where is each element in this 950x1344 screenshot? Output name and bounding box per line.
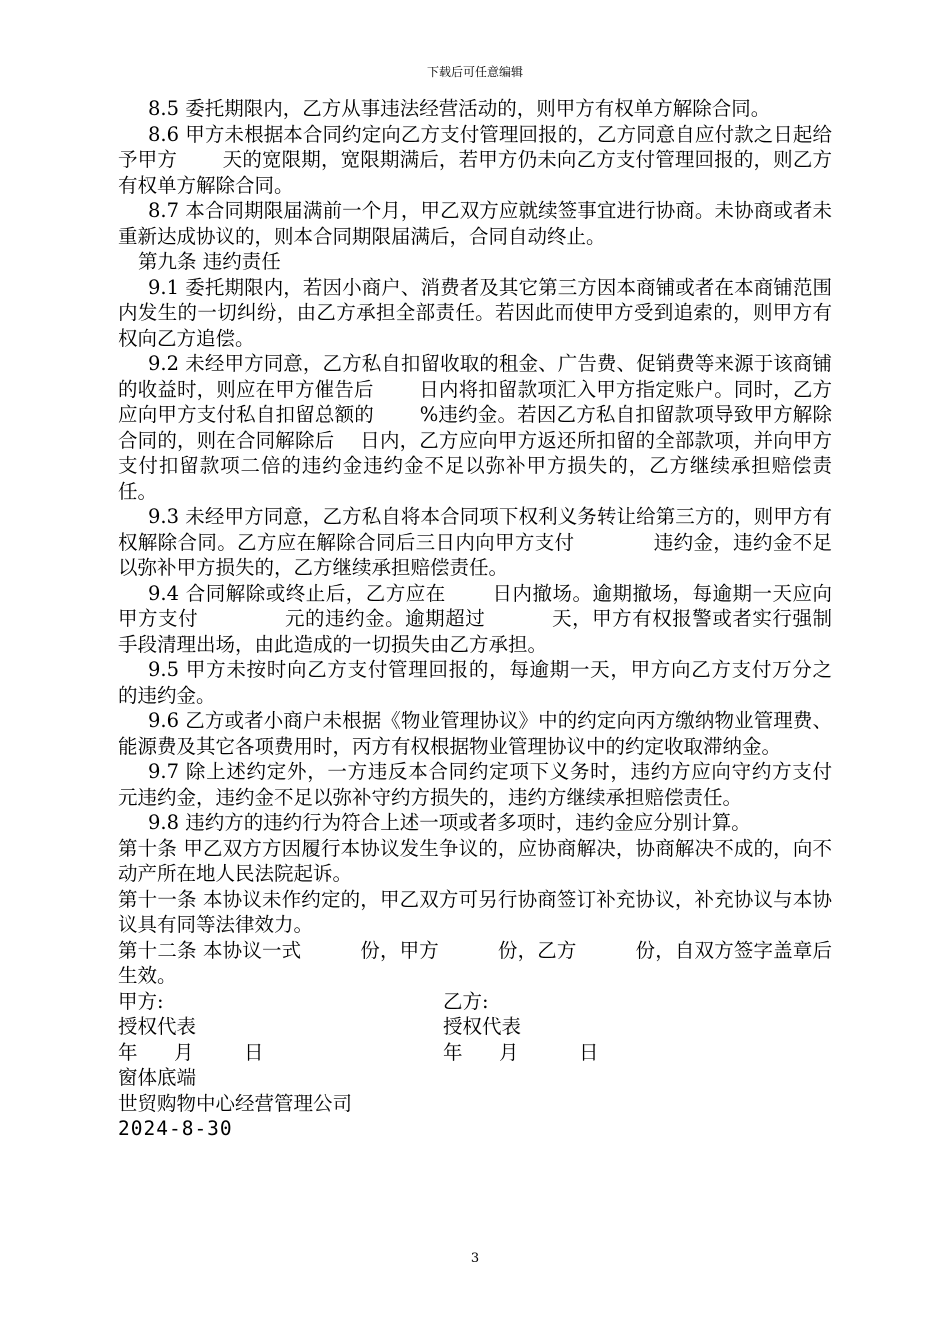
clause-8-7: 8.7 本合同期限届满前一个月，甲乙双方应就续签事宜进行协商。未协商或者未重新达成协议的，则本合同期限届满后，合同自动终止。 bbox=[118, 199, 832, 248]
page-number: 3 bbox=[470, 1251, 480, 1266]
party-a-label: 甲方: bbox=[118, 989, 164, 1013]
signature-rep-row bbox=[118, 1014, 832, 1040]
rep-a-label: 授权代表 bbox=[118, 1015, 197, 1038]
month-a: 月 bbox=[174, 1040, 194, 1064]
day-a: 日 bbox=[244, 1040, 264, 1064]
signature-party-row bbox=[118, 989, 832, 1015]
page-header: 下载后可任意编辑 bbox=[426, 65, 523, 79]
article-10: 第十条 甲乙双方方因履行本协议发生争议的，应协商解决，协商解决不成的，向不动产所在地人民法院起诉。 bbox=[118, 836, 832, 885]
article-11: 第十一条 本协议未作约定的，甲乙双方可另行协商签订补充协议，补充协议与本协议具有同等法律效力。 bbox=[118, 887, 832, 936]
clause-9-1: 9.1 委托期限内，若因小商户、消费者及其它第三方因本商铺或者在本商铺范围内发生的一切纠纷，由乙方承担全部责任。若因此而使甲方受到追索的，则甲方有权向乙方追偿。 bbox=[118, 275, 832, 350]
document-body bbox=[118, 96, 878, 1142]
clause-9-5: 9.5 甲方未按时向乙方支付管理回报的，每逾期一天，甲方向乙方支付万分之 的违约金。 bbox=[118, 658, 872, 707]
clause-9-2: 9.2 未经甲方同意，乙方私自扣留收取的租金、广告费、促销费等来源于该商铺的收益时，则应在甲方催告后 日内将扣留款项汇入甲方指定账户。同时，乙方应向甲方支付私自扣留总额的 %违约金。若因乙方私自扣留款项导致甲方解除合同的，则在合同解除后 日内，乙方应向甲方返还所扣留的全部款项，并向甲方支付扣留款项二倍的违约金违约金不足以弥补甲方损失的，乙方继续承担赔偿责任。 bbox=[118, 352, 832, 503]
clause-8-5: 8.5 委托期限内，乙方从事违法经营活动的，则甲方有权单方解除合同。 bbox=[148, 97, 771, 120]
year-b: 年 bbox=[443, 1040, 463, 1064]
rep-b-label: 授权代表 bbox=[443, 1015, 522, 1038]
document-date: 2024-8-30 bbox=[118, 1117, 233, 1140]
clause-9-6: 9.6 乙方或者小商户未根据《物业管理协议》中的约定向丙方缴纳物业管理费、能源费及其它各项费用时，丙方有权根据物业管理协议中的约定收取滞纳金。 bbox=[118, 709, 832, 758]
form-bottom-note: 窗体底端 bbox=[118, 1066, 197, 1089]
clause-9-3: 9.3 未经甲方同意，乙方私自将本合同项下权利义务转让给第三方的，则甲方有权解除合同。乙方应在解除合同后三日内向甲方支付 违约金，违约金不足以弥补甲方损失的，乙方继续承担赔偿责任。 bbox=[118, 505, 832, 579]
clause-9-7: 9.7 除上述约定外，一方违反本合同约定项下义务时，违约方应向守约方支付 元违约金，违约金不足以弥补守约方损失的，违约方继续承担赔偿责任。 bbox=[118, 760, 878, 809]
article-12: 第十二条 本协议一式 份，甲方 份，乙方 份，自双方签字盖章后生效。 bbox=[118, 938, 832, 987]
clause-9-8: 9.8 违约方的违约行为符合上述一项或者多项时，违约金应分别计算。 bbox=[148, 811, 751, 834]
month-b: 月 bbox=[499, 1040, 519, 1064]
clause-9-4: 9.4 合同解除或终止后，乙方应在 日内撤场。逾期撤场，每逾期一天应向甲方支付 元的违约金。逾期超过 天，甲方有权报警或者实行强制手段清理出场，由此造成的一切损失由乙方承担。 bbox=[118, 581, 832, 656]
party-b-label: 乙方: bbox=[443, 989, 489, 1013]
day-b: 日 bbox=[579, 1040, 599, 1064]
clause-8-6: 8.6 甲方未根据本合同约定向乙方支付管理回报的，乙方同意自应付款之日起给予甲方 天的宽限期，宽限期满后，若甲方仍未向乙方支付管理回报的，则乙方有权单方解除合同。 bbox=[118, 122, 832, 197]
article-9-heading: 第九条 违约责任 bbox=[138, 250, 281, 273]
company-name: 世贸购物中心经营管理公司 bbox=[118, 1091, 353, 1115]
year-a: 年 bbox=[118, 1040, 138, 1064]
signature-date-row bbox=[118, 1040, 832, 1066]
